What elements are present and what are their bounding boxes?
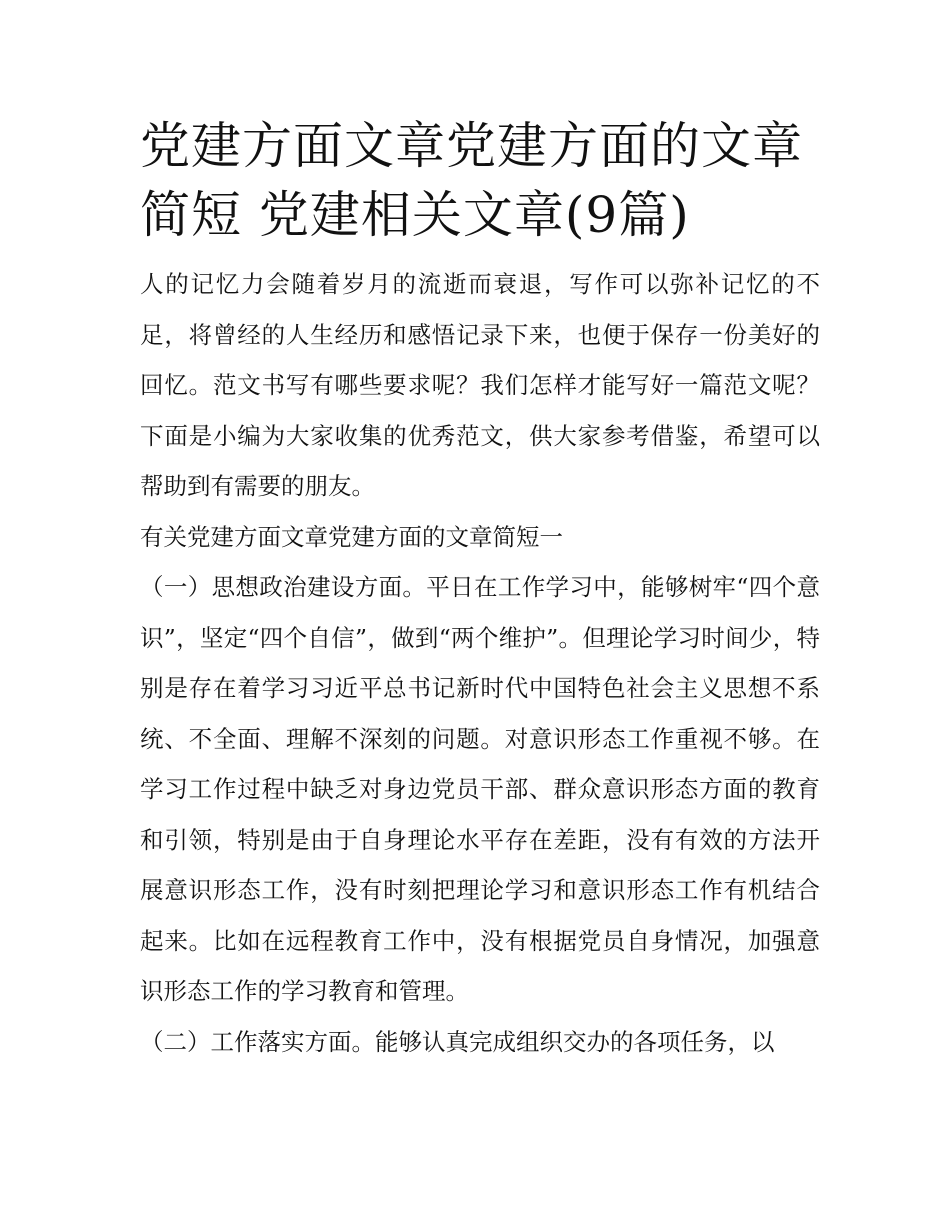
- section-heading: 有关党建方面文章党建方面的文章简短一: [140, 522, 563, 551]
- document-body: [140, 259, 820, 1067]
- body-paragraph-2: （二）工作落实方面。能够认真完成组织交办的各项任务，以: [140, 1027, 775, 1056]
- intro-paragraph: 人的记忆力会随着岁月的流逝而衰退，写作可以弥补记忆的不足，将曾经的人生经历和感悟记录下来，也便于保存一份美好的回忆。范文书写有哪些要求呢？我们怎样才能写好一篇范文呢？下面是小编为大家收集的优秀范文，供大家参考借鉴，希望可以帮助到有需要的朋友。: [140, 270, 820, 500]
- body-paragraph-1: （一）思想政治建设方面。平日在工作学习中，能够树牢“四个意识”，坚定“四个自信”，做到“两个维护”。但理论学习时间少，特别是存在着学习习近平总书记新时代中国特色社会主义思想不系统、不全面、理解不深刻的问题。对意识形态工作重视不够。在学习工作过程中缺乏对身边党员干部、群众意识形态方面的教育和引领，特别是由于自身理论水平存在差距，没有有效的方法开展意识形态工作，没有时刻把理论学习和意识形态工作有机结合起来。比如在远程教育工作中，没有根据党员自身情况，加强意识形态工作的学习教育和管理。: [140, 573, 820, 1005]
- document-title: 党建方面文章党建方面的文章简短 党建相关文章(9篇): [140, 117, 803, 244]
